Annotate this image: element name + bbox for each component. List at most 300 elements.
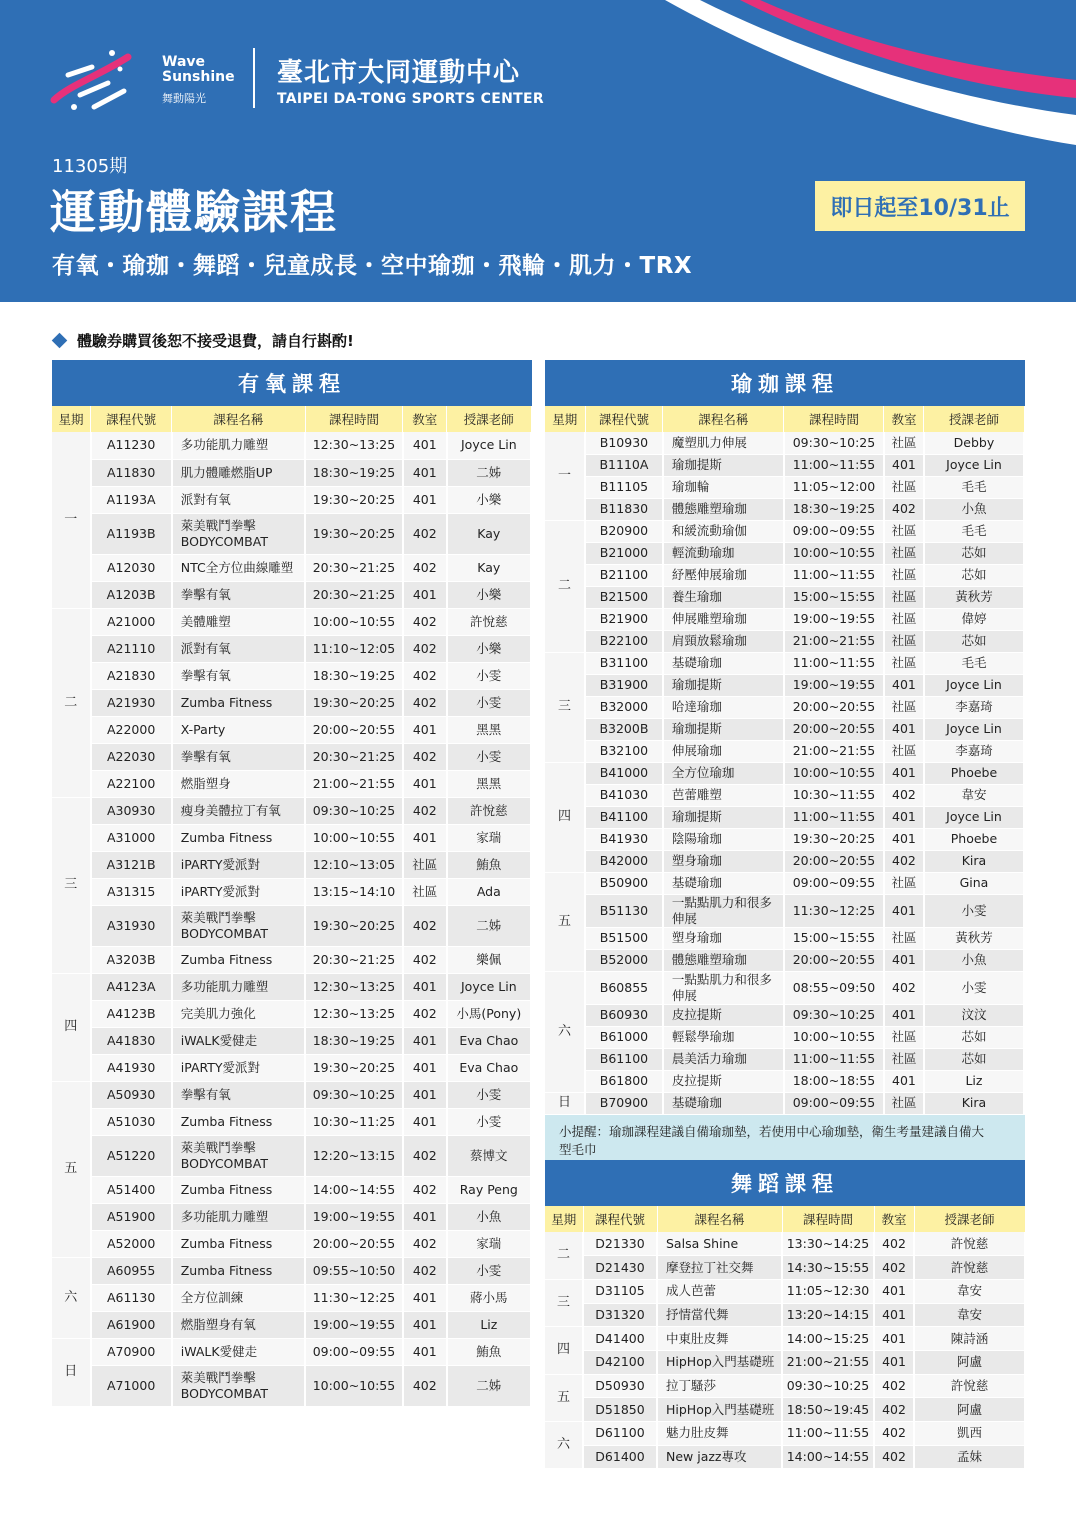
classroom: 社區: [884, 542, 924, 564]
notice-text: 體驗券購買後恕不接受退費，請自行斟酌!: [77, 332, 354, 350]
instructor: 黃秋芳: [924, 586, 1024, 608]
course-time: 19:30~20:25: [305, 486, 403, 513]
course-name: 拳擊有氧: [172, 662, 305, 689]
course-name: HipHop入門基礎班: [657, 1350, 782, 1374]
course-name: 瑜珈提斯: [663, 718, 784, 740]
classroom: 402: [403, 1230, 447, 1257]
table-row: [545, 718, 1024, 740]
course-time: 13:15~14:10: [305, 878, 403, 905]
course-name: Zumba Fitness: [172, 946, 305, 973]
instructor: Kay: [447, 554, 531, 581]
yoga-table: [545, 406, 1025, 1115]
course-code: B60855: [585, 971, 663, 1004]
table-row: [52, 1365, 531, 1406]
course-time: 15:00~15:55: [784, 586, 884, 608]
classroom: 402: [403, 1000, 447, 1027]
instructor: 小雯: [447, 689, 531, 716]
course-time: 19:00~19:55: [305, 1203, 403, 1230]
instructor: Kay: [447, 513, 531, 554]
course-time: 10:00~10:55: [784, 1026, 884, 1048]
instructor: 毛毛: [924, 652, 1024, 674]
course-name: Zumba Fitness: [172, 824, 305, 851]
column-header: 星期: [52, 406, 91, 432]
course-code: B52000: [585, 949, 663, 971]
column-header: 課程代號: [583, 1206, 657, 1232]
course-time: 09:55~10:50: [305, 1257, 403, 1284]
table-row: [545, 432, 1024, 454]
table-row: [52, 878, 531, 905]
table-row: [545, 1398, 1025, 1422]
table-row: [545, 542, 1024, 564]
classroom: 402: [403, 743, 447, 770]
day-cell: 四: [52, 973, 91, 1081]
instructor: 毛毛: [924, 520, 1024, 542]
dance-panel: [545, 1160, 1025, 1469]
yoga-panel: [545, 360, 1025, 1165]
course-code: A61900: [91, 1311, 172, 1338]
column-header: 課程名稱: [172, 406, 305, 432]
classroom: 401: [403, 459, 447, 486]
classroom: 社區: [884, 476, 924, 498]
classroom: 社區: [884, 927, 924, 949]
course-time: 14:00~15:25: [782, 1327, 874, 1351]
course-name: 輕鬆學瑜珈: [663, 1026, 784, 1048]
course-name: iPARTY愛派對: [172, 878, 305, 905]
table-row: [545, 630, 1024, 652]
course-code: B61000: [585, 1026, 663, 1048]
dance-table: [545, 1206, 1026, 1469]
aerobic-panel: [52, 360, 532, 1407]
course-code: B51130: [585, 894, 663, 927]
course-code: A51400: [91, 1176, 172, 1203]
instructor: Kira: [924, 850, 1024, 872]
classroom: 社區: [403, 851, 447, 878]
instructor: 凱西: [914, 1422, 1025, 1446]
instructor: Kira: [924, 1092, 1024, 1114]
classroom: 402: [403, 1176, 447, 1203]
course-code: B41930: [585, 828, 663, 850]
course-name: Zumba Fitness: [172, 1176, 305, 1203]
course-code: A51220: [91, 1135, 172, 1176]
course-code: B21100: [585, 564, 663, 586]
course-time: 19:00~19:55: [784, 608, 884, 630]
course-name: 肩頸放鬆瑜珈: [663, 630, 784, 652]
table-row: [52, 716, 531, 743]
classroom: 401: [884, 674, 924, 696]
course-code: B31900: [585, 674, 663, 696]
refund-notice: [52, 330, 354, 351]
course-code: D21430: [583, 1256, 657, 1280]
course-code: B22100: [585, 630, 663, 652]
course-name: 中東肚皮舞: [657, 1327, 782, 1351]
instructor: 偉婷: [924, 608, 1024, 630]
classroom: 401: [884, 949, 924, 971]
course-name: 摩登拉丁社交舞: [657, 1256, 782, 1280]
column-header: 課程代號: [91, 406, 172, 432]
instructor: 小馬(Pony): [447, 1000, 531, 1027]
classroom: 社區: [884, 432, 924, 454]
column-header: 授課老師: [924, 406, 1024, 432]
column-header: 教室: [403, 406, 447, 432]
course-code: A21110: [91, 635, 172, 662]
instructor: Joyce Lin: [924, 718, 1024, 740]
brand-name-en: Wave Sunshine: [162, 54, 235, 85]
course-code: B21500: [585, 586, 663, 608]
column-header: 教室: [884, 406, 924, 432]
classroom: 401: [884, 894, 924, 927]
course-code: A31000: [91, 824, 172, 851]
instructor: 二姊: [447, 1365, 531, 1406]
course-code: B70900: [585, 1092, 663, 1114]
classroom: 401: [884, 762, 924, 784]
course-time: 11:05~12:00: [784, 476, 884, 498]
day-cell: 四: [545, 1327, 583, 1374]
classroom: 401: [874, 1350, 914, 1374]
classroom: 社區: [884, 564, 924, 586]
course-name: 皮拉提斯: [663, 1004, 784, 1026]
table-row: [545, 608, 1024, 630]
classroom: 402: [403, 905, 447, 946]
course-code: A22000: [91, 716, 172, 743]
course-time: 18:30~19:25: [305, 459, 403, 486]
course-code: B60930: [585, 1004, 663, 1026]
instructor: 小雯: [447, 1257, 531, 1284]
course-time: 08:55~09:50: [784, 971, 884, 1004]
course-time: 11:00~11:55: [784, 564, 884, 586]
course-name: 伸展雕塑瑜珈: [663, 608, 784, 630]
instructor: Joyce Lin: [924, 454, 1024, 476]
instructor: Eva Chao: [447, 1027, 531, 1054]
classroom: 402: [403, 513, 447, 554]
instructor: 小雯: [447, 1081, 531, 1108]
course-name: HipHop入門基礎班: [657, 1398, 782, 1422]
course-time: 20:00~20:55: [784, 718, 884, 740]
classroom: 402: [884, 971, 924, 1004]
classroom: 401: [403, 716, 447, 743]
table-row: [545, 927, 1024, 949]
course-code: A21000: [91, 608, 172, 635]
table-row: [545, 674, 1024, 696]
instructor: 韋安: [914, 1279, 1025, 1303]
instructor: 阿盧: [914, 1398, 1025, 1422]
instructor: Joyce Lin: [447, 432, 531, 459]
course-time: 20:00~20:55: [784, 949, 884, 971]
table-row: [545, 740, 1024, 762]
table-row: [545, 1374, 1025, 1398]
course-name: 魔塑肌力伸展: [663, 432, 784, 454]
instructor: 許悅慈: [447, 797, 531, 824]
course-time: 21:00~21:55: [782, 1350, 874, 1374]
course-time: 09:00~09:55: [784, 520, 884, 542]
course-time: 19:30~20:25: [305, 1054, 403, 1081]
classroom: 401: [403, 824, 447, 851]
course-time: 11:30~12:25: [305, 1284, 403, 1311]
course-name: New jazz專攻: [657, 1445, 782, 1469]
course-name: 萊美戰鬥拳擊 BODYCOMBAT: [172, 905, 305, 946]
instructor: 芯如: [924, 542, 1024, 564]
course-time: 18:30~19:25: [784, 498, 884, 520]
table-row: [545, 454, 1024, 476]
classroom: 社區: [884, 1048, 924, 1070]
table-row: [545, 1327, 1025, 1351]
classroom: 401: [403, 581, 447, 608]
course-name: 瑜珈提斯: [663, 806, 784, 828]
course-code: A60955: [91, 1257, 172, 1284]
course-name: 一點點肌力和很多伸展: [663, 971, 784, 1004]
course-code: B32100: [585, 740, 663, 762]
course-time: 11:00~11:55: [782, 1422, 874, 1446]
instructor: Phoebe: [924, 762, 1024, 784]
course-time: 10:30~11:55: [784, 784, 884, 806]
course-name: 多功能肌力雕塑: [172, 432, 305, 459]
course-code: A51900: [91, 1203, 172, 1230]
course-name: 塑身瑜珈: [663, 927, 784, 949]
course-name: 紓壓伸展瑜珈: [663, 564, 784, 586]
course-time: 09:00~09:55: [784, 1092, 884, 1114]
course-name: iWALK愛健走: [172, 1027, 305, 1054]
course-code: A50930: [91, 1081, 172, 1108]
instructor: 小雯: [447, 662, 531, 689]
header-banner: [0, 0, 1076, 302]
course-code: B3200B: [585, 718, 663, 740]
instructor: 黃秋芳: [924, 927, 1024, 949]
course-code: A31315: [91, 878, 172, 905]
day-cell: 二: [545, 1232, 583, 1279]
table-row: [52, 459, 531, 486]
day-cell: 一: [545, 432, 585, 520]
classroom: 402: [403, 1135, 447, 1176]
classroom: 401: [403, 1054, 447, 1081]
table-row: [52, 513, 531, 554]
course-time: 19:30~20:25: [305, 689, 403, 716]
course-code: B31100: [585, 652, 663, 674]
course-name: iPARTY愛派對: [172, 851, 305, 878]
course-code: A21930: [91, 689, 172, 716]
term-label: 11305期: [52, 156, 128, 177]
instructor: 家瑞: [447, 1230, 531, 1257]
course-time: 14:00~14:55: [782, 1445, 874, 1469]
course-code: B20900: [585, 520, 663, 542]
day-cell: 五: [545, 1374, 583, 1421]
course-time: 11:00~11:55: [784, 806, 884, 828]
course-time: 19:30~20:25: [305, 905, 403, 946]
instructor: 鮪魚: [447, 1338, 531, 1365]
classroom: 402: [884, 784, 924, 806]
table-row: [545, 498, 1024, 520]
column-header: 課程名稱: [657, 1206, 782, 1232]
course-time: 11:30~12:25: [784, 894, 884, 927]
course-name: 哈達瑜珈: [663, 696, 784, 718]
classroom: 402: [874, 1256, 914, 1280]
classroom: 社區: [884, 586, 924, 608]
table-row: [52, 973, 531, 1000]
course-name: 瑜珈提斯: [663, 674, 784, 696]
classroom: 社區: [884, 652, 924, 674]
course-name: NTC全方位曲線雕塑: [172, 554, 305, 581]
table-row: [52, 851, 531, 878]
classroom: 401: [403, 1027, 447, 1054]
center-name-zh: 臺北市大同運動中心: [277, 58, 521, 88]
course-code: B21900: [585, 608, 663, 630]
instructor: 家瑞: [447, 824, 531, 851]
instructor: 蔣小馬: [447, 1284, 531, 1311]
classroom: 社區: [403, 878, 447, 905]
instructor: 小樂: [447, 635, 531, 662]
classroom: 402: [884, 498, 924, 520]
table-row: [52, 824, 531, 851]
course-time: 11:05~12:30: [782, 1279, 874, 1303]
course-name: 瑜珈輪: [663, 476, 784, 498]
course-code: A41830: [91, 1027, 172, 1054]
course-name: 和緩流動瑜伽: [663, 520, 784, 542]
instructor: Debby: [924, 432, 1024, 454]
course-code: B61100: [585, 1048, 663, 1070]
course-code: D42100: [583, 1350, 657, 1374]
classroom: 402: [403, 946, 447, 973]
table-row: [52, 1311, 531, 1338]
course-code: B51500: [585, 927, 663, 949]
course-time: 12:10~13:05: [305, 851, 403, 878]
course-name: 拳擊有氧: [172, 743, 305, 770]
course-code: A1193A: [91, 486, 172, 513]
course-time: 09:00~09:55: [784, 872, 884, 894]
course-name: 基礎瑜珈: [663, 652, 784, 674]
table-row: [545, 828, 1024, 850]
course-name: 伸展瑜珈: [663, 740, 784, 762]
instructor: 樂佩: [447, 946, 531, 973]
course-name: 晨美活力瑜珈: [663, 1048, 784, 1070]
course-time: 20:30~21:25: [305, 743, 403, 770]
column-header: 課程代號: [585, 406, 663, 432]
course-name: Zumba Fitness: [172, 1230, 305, 1257]
instructor: 小雯: [447, 1108, 531, 1135]
instructor: 許悅慈: [914, 1232, 1025, 1256]
course-time: 19:00~19:55: [784, 674, 884, 696]
day-cell: 二: [545, 520, 585, 652]
classroom: 401: [403, 432, 447, 459]
course-time: 19:30~20:25: [305, 513, 403, 554]
instructor: Joyce Lin: [447, 973, 531, 1000]
instructor: Liz: [924, 1070, 1024, 1092]
classroom: 社區: [884, 872, 924, 894]
table-row: [545, 1092, 1024, 1114]
course-name: 全方位瑜珈: [663, 762, 784, 784]
course-time: 14:00~14:55: [305, 1176, 403, 1203]
course-code: A51030: [91, 1108, 172, 1135]
classroom: 402: [403, 1257, 447, 1284]
classroom: 401: [403, 1338, 447, 1365]
table-row: [545, 1026, 1024, 1048]
course-code: A1193B: [91, 513, 172, 554]
table-row: [545, 971, 1024, 1004]
column-header: 授課老師: [447, 406, 531, 432]
course-code: A31930: [91, 905, 172, 946]
table-row: [52, 1230, 531, 1257]
instructor: 李嘉琦: [924, 696, 1024, 718]
classroom: 402: [403, 662, 447, 689]
table-row: [545, 586, 1024, 608]
course-code: B10930: [585, 432, 663, 454]
classroom: 401: [403, 973, 447, 1000]
classroom: 402: [403, 608, 447, 635]
course-name: 抒情當代舞: [657, 1303, 782, 1327]
table-row: [52, 1203, 531, 1230]
course-name: 拳擊有氧: [172, 581, 305, 608]
classroom: 社區: [884, 1092, 924, 1114]
course-code: A11230: [91, 432, 172, 459]
day-cell: 三: [545, 652, 585, 762]
page-title: 運動體驗課程: [50, 185, 338, 239]
instructor: 鮪魚: [447, 851, 531, 878]
instructor: 韋安: [914, 1303, 1025, 1327]
course-code: D50930: [583, 1374, 657, 1398]
course-name: 魅力肚皮舞: [657, 1422, 782, 1446]
instructor: Ray Peng: [447, 1176, 531, 1203]
instructor: 二姊: [447, 905, 531, 946]
day-cell: 六: [545, 1422, 583, 1469]
classroom: 社區: [884, 1026, 924, 1048]
classroom: 402: [403, 1365, 447, 1406]
table-row: [52, 1027, 531, 1054]
course-code: B41030: [585, 784, 663, 806]
yoga-tip: 小提醒：瑜珈課程建議自備瑜珈墊，若使用中心瑜珈墊，衛生考量建議自備大 型毛巾: [545, 1115, 1025, 1165]
course-name: X-Party: [172, 716, 305, 743]
course-name: 芭蕾雕塑: [663, 784, 784, 806]
course-time: 10:00~10:55: [305, 824, 403, 851]
instructor: Liz: [447, 1311, 531, 1338]
classroom: 402: [403, 635, 447, 662]
table-row: [52, 905, 531, 946]
aerobic-title: 有氧課程: [52, 360, 532, 406]
brand-name-zh: 舞動陽光: [162, 92, 206, 105]
course-name: 體態雕塑瑜珈: [663, 949, 784, 971]
day-cell: 日: [52, 1338, 91, 1406]
course-name: 萊美戰鬥拳擊 BODYCOMBAT: [172, 1365, 305, 1406]
brand-divider: [253, 48, 255, 108]
classroom: 402: [874, 1422, 914, 1446]
column-header: 星期: [545, 406, 585, 432]
classroom: 402: [403, 554, 447, 581]
day-cell: 一: [52, 432, 91, 608]
course-name: 基礎瑜珈: [663, 872, 784, 894]
instructor: 黑黑: [447, 716, 531, 743]
course-name: 派對有氧: [172, 486, 305, 513]
classroom: 社區: [884, 630, 924, 652]
course-name: iPARTY愛派對: [172, 1054, 305, 1081]
table-row: [545, 1422, 1025, 1446]
classroom: 402: [874, 1445, 914, 1469]
classroom: 社區: [884, 608, 924, 630]
classroom: 401: [884, 1004, 924, 1026]
table-row: [52, 1054, 531, 1081]
course-time: 10:00~10:55: [784, 762, 884, 784]
course-code: D31105: [583, 1279, 657, 1303]
table-row: [545, 850, 1024, 872]
course-code: B1110A: [585, 454, 663, 476]
course-code: A22030: [91, 743, 172, 770]
diamond-icon: [52, 333, 68, 349]
course-time: 13:30~14:25: [782, 1232, 874, 1256]
table-row: [545, 520, 1024, 542]
column-header: 教室: [874, 1206, 914, 1232]
course-name: Salsa Shine: [657, 1232, 782, 1256]
course-code: A71000: [91, 1365, 172, 1406]
instructor: 小雯: [924, 971, 1024, 1004]
course-code: B41000: [585, 762, 663, 784]
course-time: 20:30~21:25: [305, 554, 403, 581]
course-name: 瑜珈提斯: [663, 454, 784, 476]
course-code: D61100: [583, 1422, 657, 1446]
